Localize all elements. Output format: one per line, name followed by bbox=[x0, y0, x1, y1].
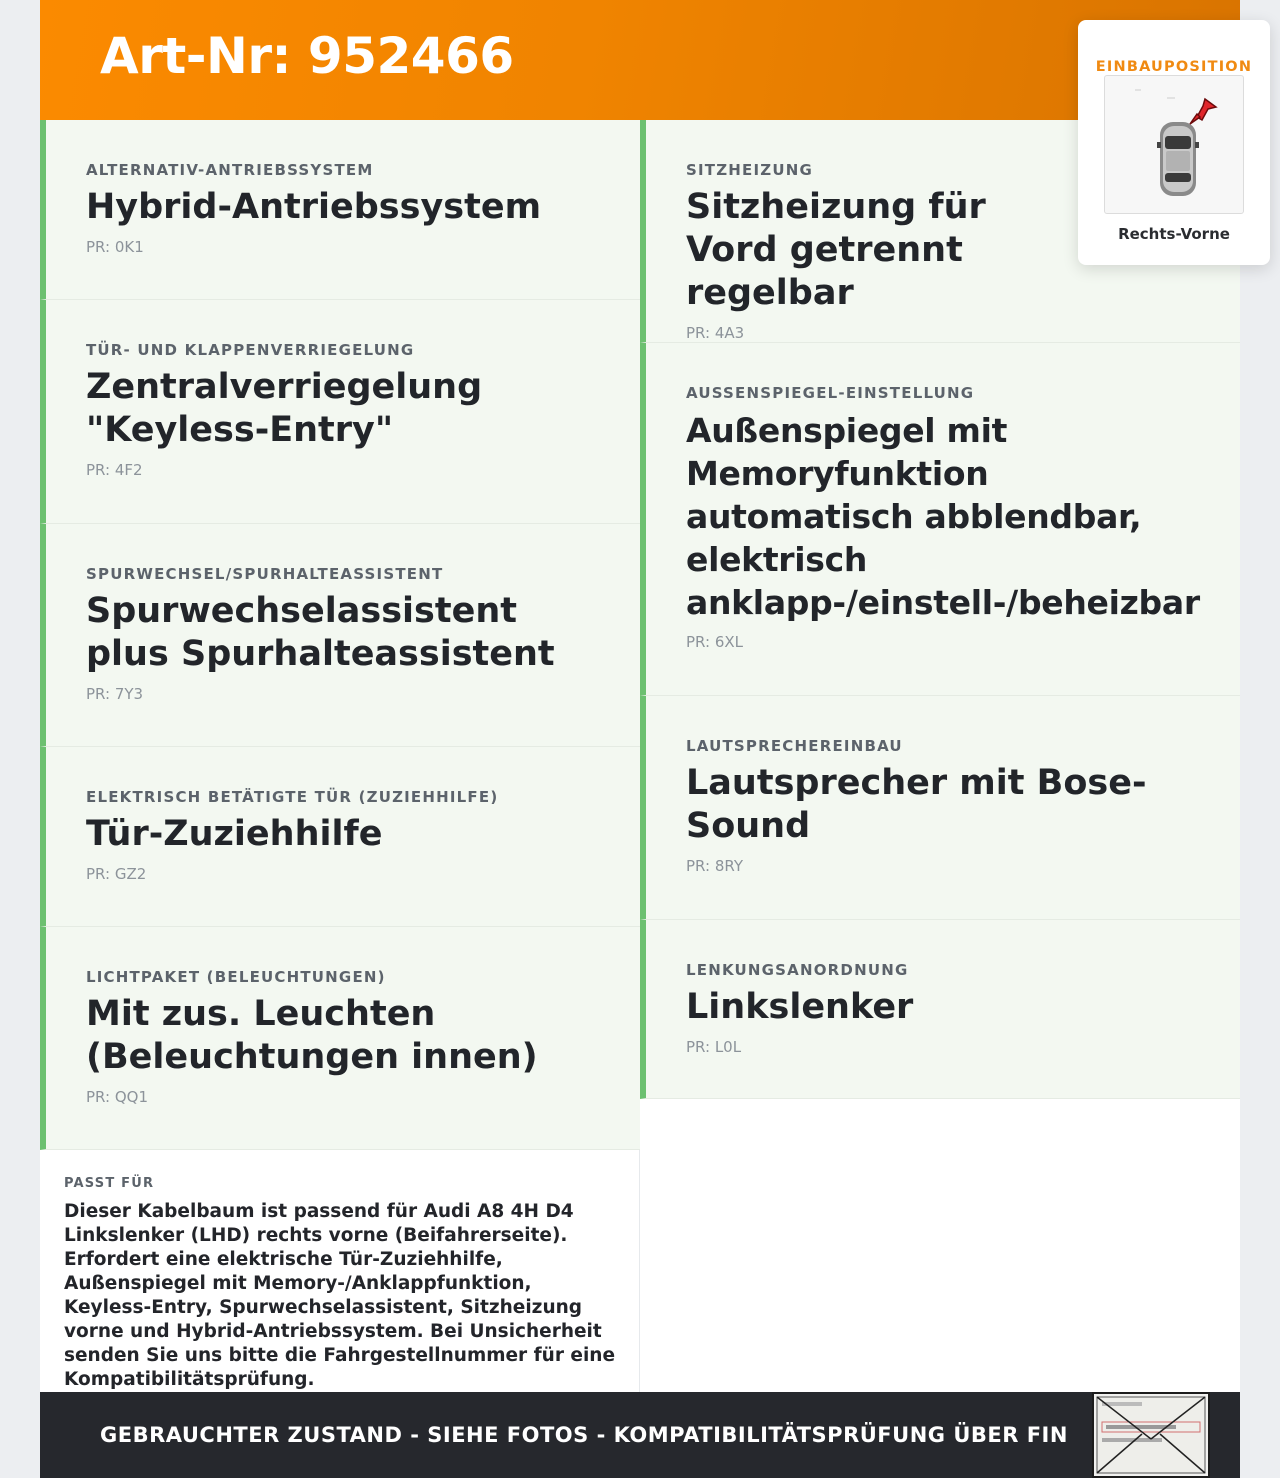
feature-category: ALTERNATIV-ANTRIEBSSYSTEM bbox=[86, 161, 374, 179]
article-number-title: Art-Nr: 952466 bbox=[100, 27, 514, 85]
feature-pr-code: PR: L0L bbox=[686, 1038, 742, 1056]
feature-card-l0l bbox=[640, 920, 1240, 1099]
feature-card-8ry bbox=[640, 696, 1240, 920]
feature-card-7y3 bbox=[40, 524, 640, 747]
feature-pr-code: PR: 4A3 bbox=[686, 324, 745, 342]
feature-category: LENKUNGSANORDNUNG bbox=[686, 961, 909, 979]
fitment-description: Dieser Kabelbaum ist passend für Audi A8 4H D4 Linkslenker (LHD) rechts vorne (Beifahrerseite). Erfordert eine elektrische Tür-Zuziehhilfe, Außenspiegel mit Memory-/Anklappfunktion, Keyless-Entry, Spurwechselassistent, Sitzheizung vorne und Hybrid-Antriebssystem. Bei Unsicherheit senden Sie uns bitte die Fahrgestellnummer für eine Kompatibilitätsprüfung. bbox=[64, 1201, 616, 1390]
feature-title: Spurwechselassistent plus Spurhalteassistent bbox=[86, 591, 555, 674]
document-envelope-icon bbox=[1092, 1392, 1210, 1478]
feature-column-right bbox=[640, 120, 1240, 1099]
fitment-label: PASST FÜR bbox=[64, 1176, 155, 1191]
feature-title: Lautsprecher mit Bose-Sound bbox=[686, 763, 1147, 846]
feature-pr-code: PR: 0K1 bbox=[86, 238, 144, 256]
feature-category: SPURWECHSEL/SPURHALTEASSISTENT bbox=[86, 565, 444, 583]
position-card-title: EINBAUPOSITION bbox=[1095, 59, 1253, 75]
product-sheet bbox=[40, 0, 1253, 1478]
feature-title: Sitzheizung für Vord getrennt regelbar bbox=[686, 187, 986, 313]
feature-category: LICHTPAKET (BELEUCHTUNGEN) bbox=[86, 968, 386, 986]
fitment-section bbox=[40, 1150, 640, 1392]
feature-title: Außenspiegel mit Memoryfunktion automatisch abblendbar, elektrisch anklapp-/einstell-/beheizbar bbox=[686, 411, 1200, 622]
feature-title: Tür-Zuziehhilfe bbox=[86, 814, 383, 854]
feature-pr-code: PR: 8RY bbox=[686, 857, 743, 875]
feature-pr-code: PR: QQ1 bbox=[86, 1088, 148, 1106]
feature-category: TÜR- UND KLAPPENVERRIEGELUNG bbox=[86, 341, 415, 359]
feature-card-gz2 bbox=[40, 747, 640, 927]
feature-card-0k1 bbox=[40, 120, 640, 300]
footer-bar bbox=[40, 1392, 1240, 1478]
feature-category: ELEKTRISCH BETÄTIGTE TÜR (ZUZIEHHILFE) bbox=[86, 788, 499, 806]
feature-category: LAUTSPRECHEREINBAU bbox=[686, 737, 903, 755]
feature-category: SITZHEIZUNG bbox=[686, 161, 813, 179]
car-position-icon bbox=[1104, 75, 1244, 214]
feature-title: Hybrid-Antriebssystem bbox=[86, 187, 542, 227]
feature-card-6xl bbox=[640, 343, 1240, 696]
feature-pr-code: PR: 4F2 bbox=[86, 461, 143, 479]
feature-category: AUSSENSPIEGEL-EINSTELLUNG bbox=[686, 384, 975, 402]
position-label: Rechts-Vorne bbox=[1118, 225, 1230, 243]
feature-pr-code: PR: GZ2 bbox=[86, 865, 147, 883]
feature-title: Mit zus. Leuchten (Beleuchtungen innen) bbox=[86, 994, 538, 1077]
feature-title: Zentralverriegelung "Keyless-Entry" bbox=[86, 367, 483, 450]
feature-column-left bbox=[40, 120, 640, 1150]
feature-pr-code: PR: 6XL bbox=[686, 633, 744, 651]
installation-position-card bbox=[1078, 20, 1270, 265]
feature-card-4f2 bbox=[40, 300, 640, 524]
feature-title: Linkslenker bbox=[686, 987, 914, 1027]
footer-condition-text: GEBRAUCHTER ZUSTAND - SIEHE FOTOS - KOMPATIBILITÄTSPRÜFUNG ÜBER FIN bbox=[100, 1423, 1068, 1447]
feature-card-qq1 bbox=[40, 927, 640, 1150]
header-banner bbox=[40, 0, 1240, 120]
feature-pr-code: PR: 7Y3 bbox=[86, 685, 144, 703]
